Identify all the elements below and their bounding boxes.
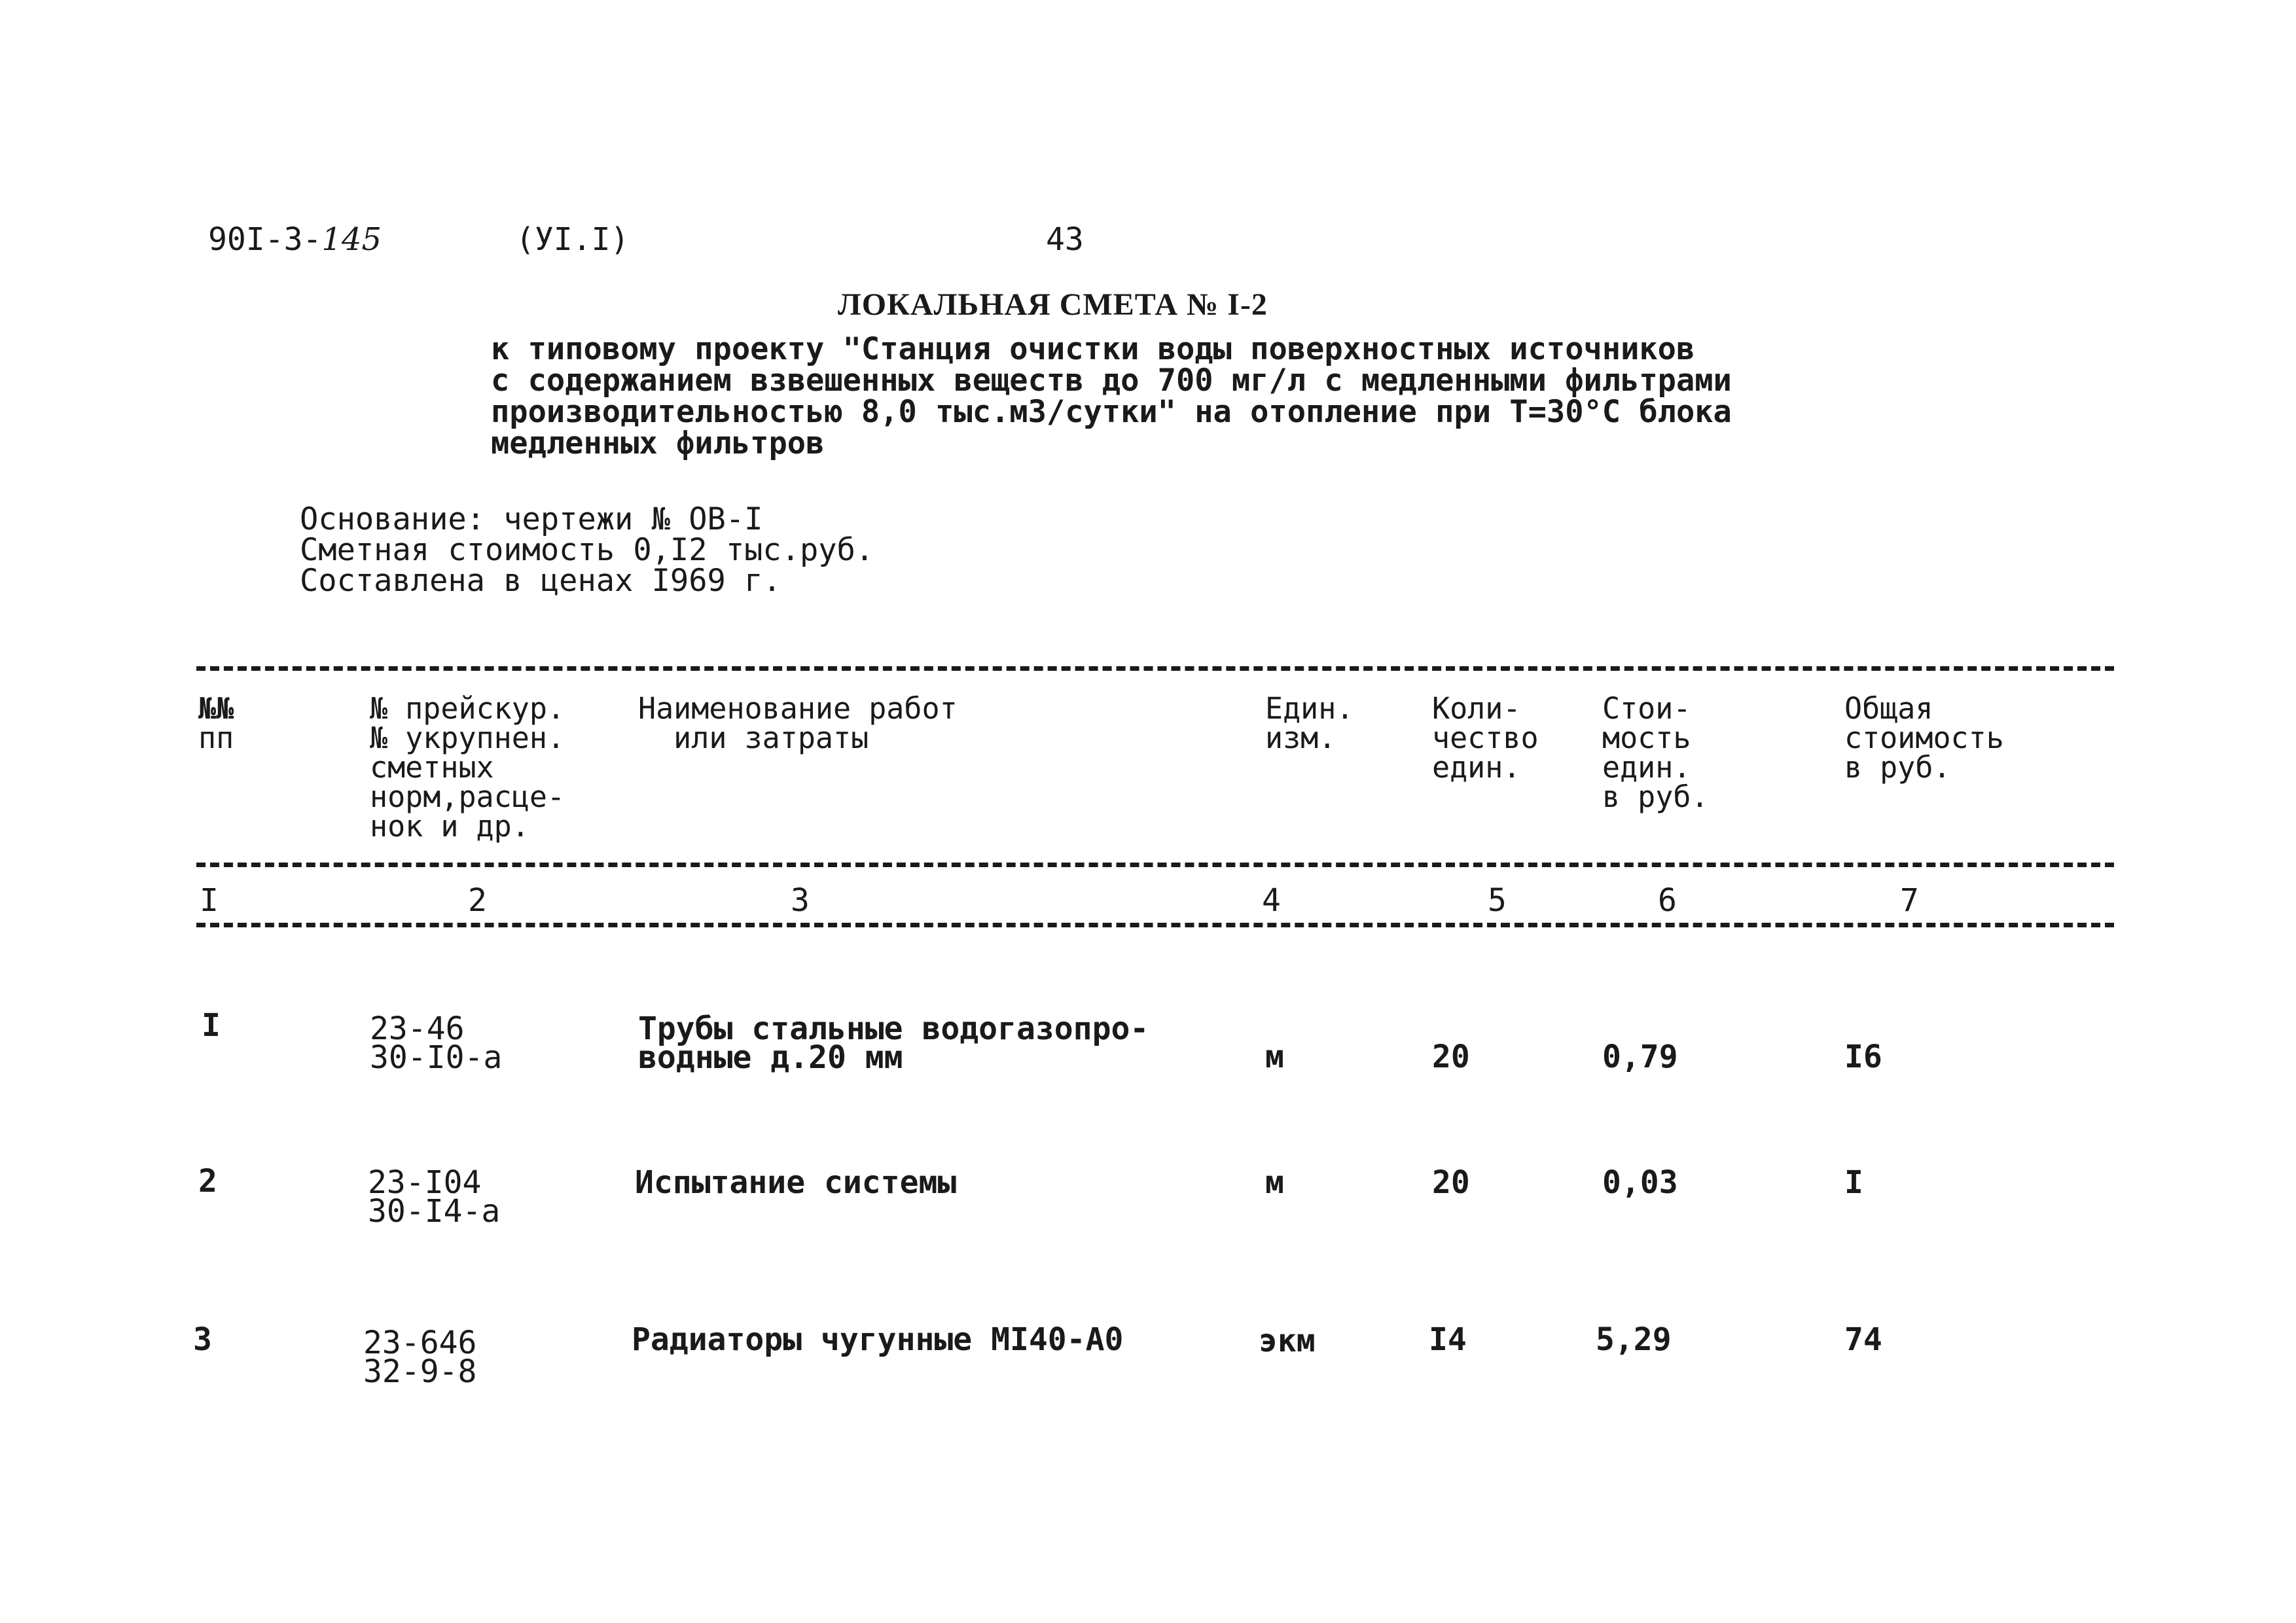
basis-line: Сметная стоимость 0,I2 тыс.руб. [300, 532, 874, 568]
table-row-1-quantity: 20 [1432, 1039, 1470, 1075]
column-number: 2 [468, 882, 487, 919]
basis-block [300, 501, 874, 599]
document-title: ЛОКАЛЬНАЯ СМЕТА № I-2 [838, 287, 1268, 322]
table-row-2-codes: 23-I04 30-I4-а [368, 1164, 501, 1230]
table-row-3-unit: экм [1259, 1323, 1316, 1359]
column-number: 4 [1262, 882, 1281, 919]
table-row-3-total: 74 [1844, 1321, 1882, 1358]
column-number: I [200, 882, 219, 919]
page-number: 43 [1046, 221, 1084, 258]
table-row-2-unit-cost: 0,03 [1602, 1164, 1678, 1201]
document-subtitle [491, 331, 1732, 461]
table-row-1-unit-cost: 0,79 [1602, 1039, 1678, 1075]
column-header-unit-cost: Стои- мость един. в руб. [1602, 691, 1709, 814]
document-code [208, 221, 382, 258]
table-row-2-quantity: 20 [1432, 1164, 1470, 1201]
table-row-2-unit: м [1265, 1164, 1284, 1201]
table-row-1-name: Трубы стальные водогазопро- водные д.20 мм [638, 1010, 1149, 1076]
table-rule-header-bottom [196, 863, 2114, 867]
column-number: 3 [791, 882, 810, 919]
table-row-1-number: I [202, 1007, 221, 1044]
column-header-unit: Един. изм. [1265, 691, 1354, 755]
document-code-handwritten: 145 [321, 221, 382, 258]
subtitle-line: к типовому проекту "Станция очистки воды поверхностных источников [491, 331, 1695, 367]
basis-line: Основание: чертежи № ОВ-I [300, 501, 763, 537]
column-header-quantity: Коли- чество един. [1432, 691, 1539, 785]
column-number: 5 [1488, 882, 1507, 919]
table-rule-numbers-bottom [196, 923, 2114, 927]
section-label: (УI.I) [516, 221, 630, 258]
column-number: 7 [1900, 882, 1919, 919]
subtitle-line: производительностью 8,0 тыс.м3/сутки" на отопление при Т=30°С блока [491, 394, 1732, 430]
table-row-3-unit-cost: 5,29 [1596, 1321, 1672, 1358]
table-rule-top [196, 666, 2114, 671]
basis-line: Составлена в ценах I969 г. [300, 563, 781, 599]
table-row-2-total: I [1844, 1164, 1863, 1201]
table-row-3-number: 3 [193, 1321, 212, 1358]
column-header-number: №№ пп [198, 691, 234, 755]
subtitle-line: медленных фильтров [491, 425, 825, 461]
column-header-name: Наименование работ или затраты [638, 691, 958, 755]
table-row-3-codes: 23-646 32-9-8 [363, 1325, 477, 1390]
column-header-total: Общая стоимость в руб. [1844, 691, 2004, 785]
table-row-1-total: I6 [1844, 1039, 1882, 1075]
table-row-1-unit: м [1265, 1039, 1284, 1075]
document-code-prefix: 90I-3- [208, 221, 322, 258]
table-row-1-codes: 23-46 30-I0-а [370, 1010, 503, 1076]
table-row-2-number: 2 [198, 1163, 217, 1200]
table-row-3-name: Радиаторы чугунные МI40-А0 [632, 1321, 1124, 1358]
column-number: 6 [1658, 882, 1677, 919]
column-header-codes: № прейскур. № укрупнен. сметных норм,расце- нок и др. [370, 691, 565, 844]
subtitle-line: с содержанием взвешенных веществ до 700 мг/л с медленными фильтрами [491, 363, 1732, 399]
table-row-2-name: Испытание системы [635, 1164, 957, 1201]
table-row-3-quantity: I4 [1429, 1321, 1467, 1358]
